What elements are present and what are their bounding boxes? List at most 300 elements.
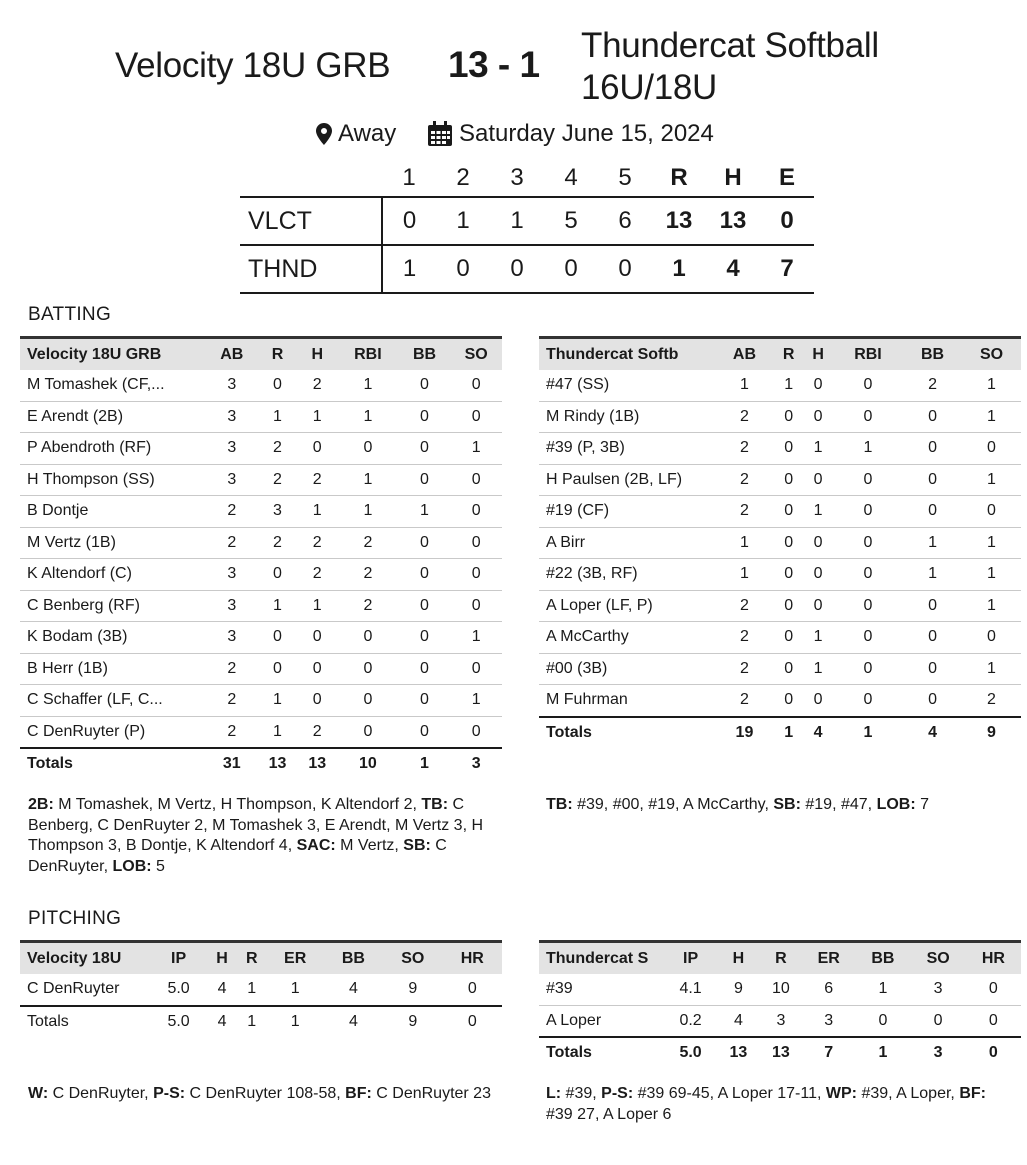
total-cell: 1 [833,717,903,749]
note-value: C Benberg, C DenRuyter 2, M Tomashek 3, E Arendt, M Vertz 3, H Thompson 3, B Dontje, K Altendorf 4, [28,796,484,854]
pitching-header-row [539,942,1021,975]
note-key: W: [28,1085,49,1102]
stat-cell: 0 [833,527,903,559]
note-key: SB: [773,796,801,813]
stat-cell: 1 [962,590,1021,622]
stat-cell: 1 [962,370,1021,401]
player-row [20,496,502,528]
note-key: L: [546,1085,562,1102]
stat-cell: 1 [774,370,803,401]
stat-cell: 2 [715,464,774,496]
stat-cell: 0 [297,622,337,654]
stat-cell: 3 [206,559,258,591]
stat-cell: 1 [962,527,1021,559]
away-team-name: Thundercat Softball 16U/18U [581,26,879,107]
stat-cell: 0 [962,433,1021,465]
player-name: #19 (CF) [539,496,715,528]
total-cell: 13 [717,1037,760,1069]
player-row [20,401,502,433]
total-cell: 31 [206,748,258,780]
stat-cell: 0 [774,433,803,465]
stat-cell: 0 [903,653,962,685]
stat-column-header: RBI [833,338,903,371]
note-key: SB: [403,837,431,854]
batting-table-home [20,336,502,780]
note-value: M Tomashek, M Vertz, H Thompson, K Altendorf 2, [53,796,422,813]
stat-cell: 0 [803,527,832,559]
total-cell: 4 [207,1006,237,1038]
stat-cell: 0 [399,370,451,401]
player-row [539,433,1021,465]
stat-cell: 1 [297,496,337,528]
totals-row [539,717,1021,749]
stat-cell: 0 [258,559,298,591]
stat-column-header: H [207,942,237,975]
stat-cell: 0 [833,559,903,591]
total-cell: 4 [903,717,962,749]
stat-cell: 2 [206,653,258,685]
total-cell: 1 [774,717,803,749]
inning-score: 0 [598,245,652,293]
stat-cell: 0 [966,1005,1021,1037]
stat-column-header: BB [399,338,451,371]
stat-cell: 1 [803,653,832,685]
player-name: P Abendroth (RF) [20,433,206,465]
note-key: TB: [546,796,573,813]
inning-score: 1 [436,197,490,245]
stat-cell: 0 [903,401,962,433]
pitching-notes-home [28,1084,498,1105]
stat-cell: 0 [911,1005,966,1037]
stat-cell: 1 [715,370,774,401]
stat-cell: 0 [803,401,832,433]
note-value: C DenRuyter, [48,1085,154,1102]
player-row [20,653,502,685]
player-row [20,590,502,622]
player-row [20,464,502,496]
stat-cell: 0 [337,433,399,465]
player-name: #39 [539,974,664,1005]
inning-5-header: 5 [618,164,632,191]
player-row [20,685,502,717]
stat-column-header: H [717,942,760,975]
stat-cell: 1 [450,622,502,654]
stat-cell: 2 [715,433,774,465]
stat-column-header: H [803,338,832,371]
totals-row [20,1006,502,1038]
stat-cell: 2 [206,685,258,717]
stat-cell: 2 [258,433,298,465]
player-row [20,716,502,748]
player-row [539,622,1021,654]
stat-cell: 2 [715,401,774,433]
stat-cell: 0 [774,590,803,622]
batting-header-row [539,338,1021,371]
player-name: B Dontje [20,496,206,528]
runs-total: 1 [652,245,706,293]
note-key: SAC: [296,837,336,854]
note-value: M Vertz, [335,837,404,854]
pitching-notes-away [546,1084,1016,1125]
stat-cell: 0 [833,653,903,685]
stat-cell: 1 [258,685,298,717]
player-name: C Schaffer (LF, C... [20,685,206,717]
stat-cell: 0 [833,464,903,496]
player-name: #22 (3B, RF) [539,559,715,591]
stat-column-header: AB [715,338,774,371]
pitching-table-away [539,940,1021,1069]
player-name: #00 (3B) [539,653,715,685]
stat-column-header: ER [802,942,855,975]
stat-cell: 1 [399,496,451,528]
stat-cell: 0 [399,464,451,496]
stat-cell: 3 [206,433,258,465]
stat-cell: 2 [337,527,399,559]
player-row [20,559,502,591]
stat-cell: 0 [258,370,298,401]
stat-cell: 0 [450,496,502,528]
team-column-header: Velocity 18U GRB [20,338,206,371]
stat-cell: 3 [206,590,258,622]
stat-column-header: IP [664,942,717,975]
player-name: #39 (P, 3B) [539,433,715,465]
player-row [539,370,1021,401]
stat-cell: 0 [399,559,451,591]
stat-cell: 0 [903,685,962,717]
note-value: #19, #47, [800,796,877,813]
note-value: #39, #00, #19, A McCarthy, [572,796,774,813]
player-row [539,527,1021,559]
stat-cell: 0 [855,1005,910,1037]
home-team-name: Velocity 18U GRB [115,46,391,85]
total-cell: 10 [337,748,399,780]
stat-cell: 0 [774,464,803,496]
linescore-team: VLCT [240,197,382,245]
stat-cell: 1 [237,974,267,1006]
note-value: #39, [561,1085,602,1102]
stat-cell: 1 [258,590,298,622]
stat-column-header: SO [962,338,1021,371]
player-row [20,974,502,1006]
linescore-team-header [240,160,382,197]
note-key: BF: [345,1085,372,1102]
stat-cell: 0 [399,401,451,433]
player-name: C Benberg (RF) [20,590,206,622]
player-name: A Loper (LF, P) [539,590,715,622]
team-column-header: Velocity 18U [20,942,150,975]
player-row [539,464,1021,496]
stat-cell: 0 [774,401,803,433]
player-row [539,1005,1021,1037]
player-name: M Fuhrman [539,685,715,717]
stat-cell: 0 [774,496,803,528]
stat-cell: 0 [450,653,502,685]
note-key: TB: [421,796,449,813]
batting-section-label: BATTING [28,304,112,325]
inning-1-header: 1 [402,164,416,191]
stat-cell: 0 [903,464,962,496]
stat-cell: 0 [399,590,451,622]
stat-cell: 0 [803,370,832,401]
inning-score: 1 [382,245,436,293]
player-row [20,433,502,465]
player-row [539,559,1021,591]
stat-cell: 0 [774,527,803,559]
stat-cell: 1 [803,433,832,465]
total-cell: 3 [450,748,502,780]
stat-cell: 2 [337,590,399,622]
player-name: A McCarthy [539,622,715,654]
stat-cell: 2 [337,559,399,591]
stat-cell: 0 [399,433,451,465]
total-cell: 0 [443,1006,502,1038]
stat-cell: 0.2 [664,1005,717,1037]
stat-cell: 3 [258,496,298,528]
inning-score: 0 [382,197,436,245]
stat-cell: 1 [267,974,324,1006]
note-value: #39, A Loper, [857,1085,960,1102]
stat-cell: 0 [337,716,399,748]
linescore-table [240,160,814,294]
stat-cell: 1 [715,527,774,559]
player-row [20,622,502,654]
player-name: H Paulsen (2B, LF) [539,464,715,496]
stat-column-header: HR [966,942,1021,975]
note-key: P-S: [153,1085,186,1102]
total-cell: 13 [258,748,298,780]
stat-cell: 3 [206,370,258,401]
inning-3-header: 3 [510,164,524,191]
note-key: LOB: [112,857,152,875]
stat-cell: 2 [903,370,962,401]
stat-cell: 9 [717,974,760,1005]
note-value: #39 69-45, A Loper 17-11, [633,1085,826,1102]
stat-cell: 0 [450,716,502,748]
player-name: M Vertz (1B) [20,527,206,559]
inning-4-header: 4 [564,164,578,191]
totals-label: Totals [20,748,206,780]
stat-cell: 0 [450,370,502,401]
totals-row [539,1037,1021,1069]
total-cell: 1 [237,1006,267,1038]
stat-cell: 1 [715,559,774,591]
stat-cell: 0 [803,590,832,622]
stat-cell: 0 [297,685,337,717]
game-date: Saturday June 15, 2024 [459,120,714,147]
player-row [539,974,1021,1005]
pitching-section-label: PITCHING [28,908,122,929]
stat-cell: 1 [855,974,910,1005]
stat-column-header: SO [383,942,442,975]
stat-cell: 4.1 [664,974,717,1005]
batting-table-away [539,336,1021,748]
stat-cell: 2 [297,559,337,591]
stat-cell: 2 [715,653,774,685]
stat-cell: 0 [903,622,962,654]
stat-cell: 1 [337,496,399,528]
location-label: Away [338,120,397,147]
total-cell: 3 [911,1037,966,1069]
inning-score: 0 [490,245,544,293]
pitching-header-row [20,942,502,975]
player-row [20,527,502,559]
stat-cell: 2 [258,464,298,496]
stat-cell: 1 [337,464,399,496]
stat-cell: 0 [833,685,903,717]
note-value: C DenRuyter, [28,837,447,875]
stat-cell: 0 [903,590,962,622]
stat-cell: 0 [337,653,399,685]
total-cell: 1 [855,1037,910,1069]
stat-cell: 0 [903,433,962,465]
hits-total: 4 [706,245,760,293]
stat-cell: 1 [337,370,399,401]
totals-label: Totals [20,1006,150,1038]
stat-cell: 2 [715,590,774,622]
errors-total: 0 [760,197,814,245]
stat-cell: 2 [715,622,774,654]
total-cell: 13 [760,1037,803,1069]
player-name: #47 (SS) [539,370,715,401]
stat-cell: 1 [833,433,903,465]
player-row [539,496,1021,528]
inning-score: 0 [544,245,598,293]
player-row [20,370,502,401]
location-info [316,120,396,148]
stat-column-header: R [237,942,267,975]
stat-cell: 4 [717,1005,760,1037]
stat-column-header: BB [903,338,962,371]
errors-header: E [778,164,795,191]
stat-column-header: ER [267,942,324,975]
errors-total: 7 [760,245,814,293]
stat-cell: 0 [450,559,502,591]
player-row [539,401,1021,433]
inning-score: 5 [544,197,598,245]
stat-cell: 1 [450,433,502,465]
stat-cell: 0 [962,622,1021,654]
runs-total: 13 [652,197,706,245]
note-value: 7 [915,796,930,813]
player-name: H Thompson (SS) [20,464,206,496]
stat-cell: 0 [450,527,502,559]
stat-cell: 3 [760,1005,803,1037]
player-name: E Arendt (2B) [20,401,206,433]
stat-cell: 2 [715,685,774,717]
total-cell: 1 [399,748,451,780]
stat-column-header: R [760,942,803,975]
stat-cell: 0 [399,527,451,559]
player-name: M Rindy (1B) [539,401,715,433]
pitching-table-home [20,940,502,1037]
stat-cell: 0 [803,685,832,717]
stat-cell: 1 [450,685,502,717]
note-value: 5 [151,857,165,875]
final-score: 13 - 1 [448,44,540,85]
stat-cell: 0 [903,496,962,528]
totals-label: Totals [539,717,715,749]
player-row [539,590,1021,622]
player-name: C DenRuyter (P) [20,716,206,748]
stat-cell: 0 [833,370,903,401]
player-name: B Herr (1B) [20,653,206,685]
stat-cell: 0 [443,974,502,1006]
stat-cell: 2 [206,716,258,748]
linescore-header [240,160,814,197]
total-cell: 9 [383,1006,442,1038]
note-key: P-S: [601,1085,634,1102]
total-cell: 5.0 [664,1037,717,1069]
linescore-row-home [240,197,814,245]
stat-cell: 0 [450,464,502,496]
note-key: BF: [959,1085,986,1102]
stat-column-header: SO [911,942,966,975]
stat-cell: 2 [297,464,337,496]
stat-cell: 2 [206,527,258,559]
stat-cell: 10 [760,974,803,1005]
stat-cell: 0 [258,622,298,654]
total-cell: 7 [802,1037,855,1069]
stat-cell: 1 [803,622,832,654]
player-row [539,653,1021,685]
stat-cell: 6 [802,974,855,1005]
stat-cell: 0 [337,685,399,717]
stat-cell: 1 [297,590,337,622]
stat-column-header: H [297,338,337,371]
stat-cell: 3 [206,464,258,496]
stat-cell: 1 [258,716,298,748]
stat-cell: 0 [833,590,903,622]
total-cell: 13 [297,748,337,780]
stat-cell: 0 [297,433,337,465]
stat-column-header: IP [150,942,207,975]
stat-column-header: BB [324,942,383,975]
team-column-header: Thundercat S [539,942,664,975]
totals-label: Totals [539,1037,664,1069]
note-key: WP: [825,1085,857,1102]
linescore-team: THND [240,245,382,293]
stat-cell: 0 [833,496,903,528]
stat-cell: 0 [450,590,502,622]
stat-cell: 5.0 [150,974,207,1006]
stat-cell: 3 [206,622,258,654]
stat-cell: 0 [297,653,337,685]
player-name: A Birr [539,527,715,559]
stat-cell: 1 [803,496,832,528]
stat-cell: 0 [399,622,451,654]
total-cell: 5.0 [150,1006,207,1038]
stat-cell: 1 [962,559,1021,591]
stat-cell: 4 [324,974,383,1006]
player-name: A Loper [539,1005,664,1037]
note-value: C DenRuyter 23 [371,1085,491,1102]
stat-cell: 0 [399,653,451,685]
inning-2-header: 2 [456,164,470,191]
stat-column-header: AB [206,338,258,371]
total-cell: 1 [267,1006,324,1038]
stat-column-header: RBI [337,338,399,371]
note-key: 2B: [28,796,54,813]
player-name: K Altendorf (C) [20,559,206,591]
player-name: M Tomashek (CF,... [20,370,206,401]
stat-cell: 0 [833,401,903,433]
inning-score: 6 [598,197,652,245]
date-info [427,120,714,148]
stat-cell: 3 [802,1005,855,1037]
stat-cell: 0 [774,622,803,654]
stat-cell: 0 [258,653,298,685]
player-name: C DenRuyter [20,974,150,1006]
